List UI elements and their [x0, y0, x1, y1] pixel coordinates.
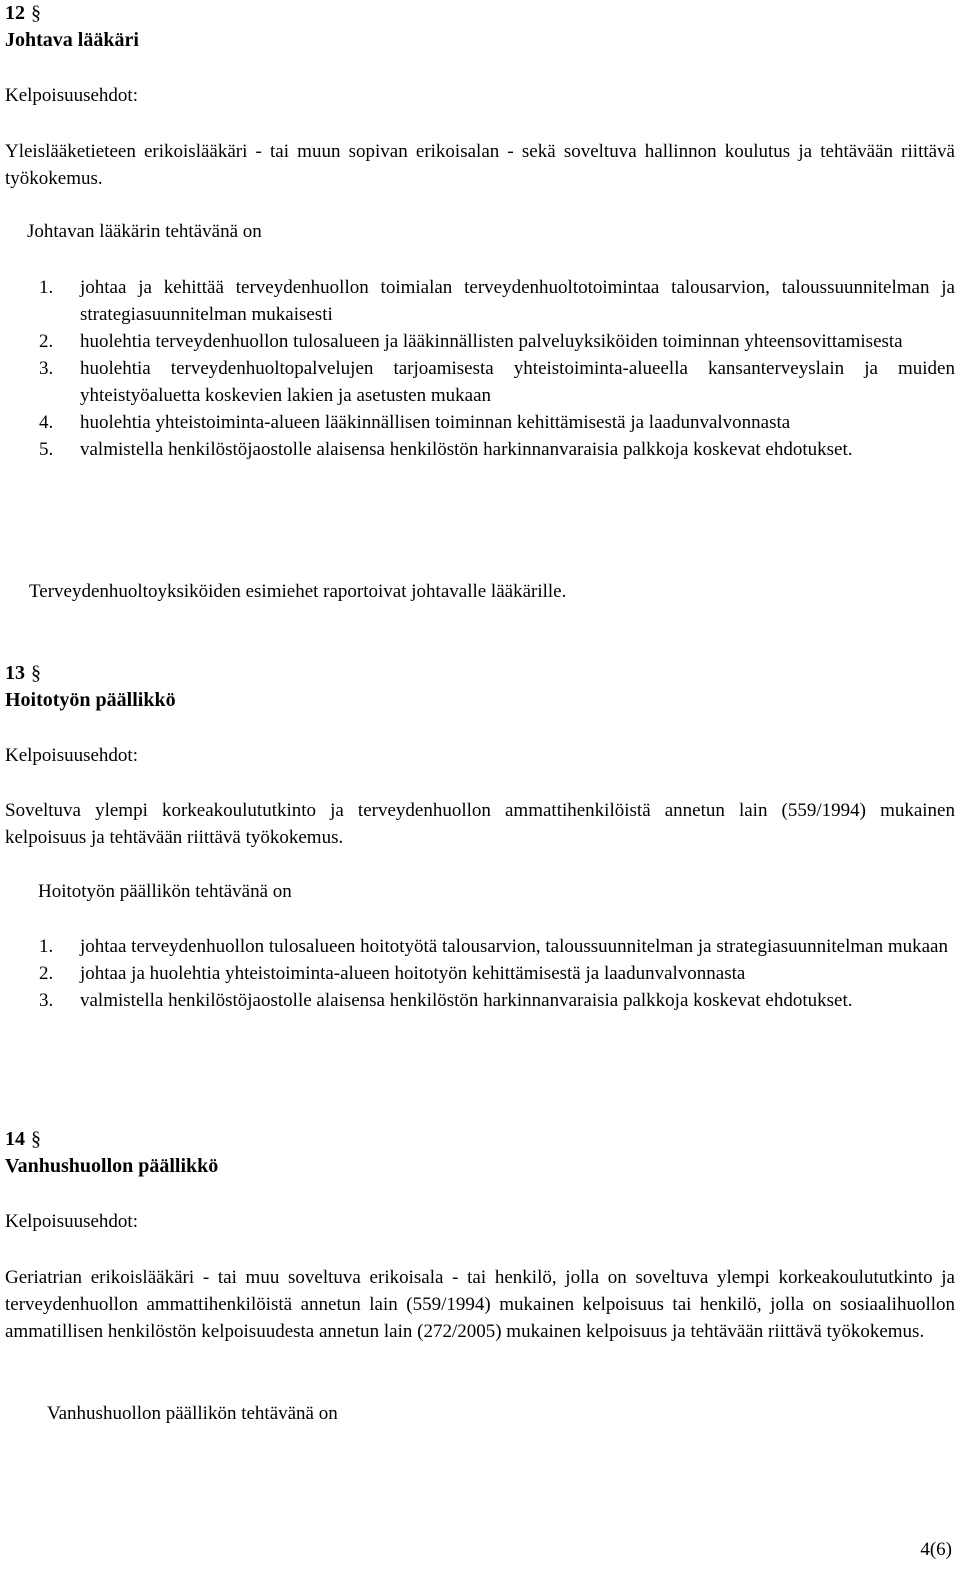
qualifications-label: Kelpoisuusehdot: [5, 745, 138, 766]
section-number: 13 § [5, 662, 41, 684]
duties-intro: Hoitotyön päällikön tehtävänä on [38, 881, 292, 902]
list-item: 2. huolehtia terveydenhuollon tulosalueen ja lääkinnällisten palveluyksiköiden toiminnan yhteensovittamisesta [39, 331, 903, 352]
qualifications-text: Yleislääketieteen erikoislääkäri - tai muun sopivan erikoisalan - sekä soveltuva hallinnon koulutus ja tehtävään riittävä työkokemus. [5, 141, 955, 189]
section-symbol: § [31, 1128, 41, 1150]
list-item: 3. huolehtia terveydenhuoltopalvelujen tarjoamisesta yhteistoiminta-alueella kansanterveyslain ja muiden yhteistyöaluetta koskevien lakien ja asetusten mukaan [39, 358, 955, 406]
page-number: 4(6) [920, 1539, 952, 1560]
closing-text: Terveydenhuoltoyksiköiden esimiehet raportoivat johtavalle lääkärille. [29, 581, 567, 602]
qualifications-text: Soveltuva ylempi korkeakoulututkinto ja terveydenhuollon ammattihenkilöistä annetun lain (559/1994) mukainen kelpoisuus ja tehtävään riittävä työkokemus. [5, 800, 955, 848]
section-number: 14 § [5, 1128, 41, 1150]
qualifications-label: Kelpoisuusehdot: [5, 85, 138, 106]
section-title: Hoitotyön päällikkö [5, 689, 176, 711]
duties-list [5, 933, 955, 1014]
section-symbol: § [31, 662, 41, 684]
list-item: 1. johtaa terveydenhuollon tulosalueen hoitotyötä talousarvion, taloussuunnitelman ja strategiasuunnitelman mukaan [39, 936, 948, 957]
duties-intro: Johtavan lääkärin tehtävänä on [27, 221, 262, 242]
section-title: Johtava lääkäri [5, 29, 139, 51]
section-symbol: § [31, 2, 41, 24]
duties-intro: Vanhushuollon päällikön tehtävänä on [47, 1403, 338, 1424]
list-item: 3. valmistella henkilöstöjaostolle alaisensa henkilöstön harkinnanvaraisia palkkoja koskevat ehdotukset. [39, 990, 853, 1011]
qualifications-label: Kelpoisuusehdot: [5, 1211, 138, 1232]
section-number: 12 § [5, 2, 41, 24]
qualifications-text: Geriatrian erikoislääkäri - tai muu soveltuva erikoisala - tai henkilö, jolla on soveltuva ylempi korkeakoulututkinto ja terveydenhuollon ammattihenkilöistä annetun lain (559/1994) mukainen kelpoisuus tai henkilö, jolla on sosiaalihuollon ammatillisen henkilöstön kelpoisuudesta annetun lain (272/2005) mukainen kelpoisuus ja tehtävään riittävä työkokemus. [5, 1267, 955, 1342]
list-item: 2. johtaa ja huolehtia yhteistoiminta-alueen hoitotyön kehittämisestä ja laadunvalvonnasta [39, 963, 746, 984]
list-item: 4. huolehtia yhteistoiminta-alueen lääkinnällisen toiminnan kehittämisestä ja laadunvalvonnasta [39, 412, 791, 433]
duties-list [5, 274, 955, 463]
list-item: 5. valmistella henkilöstöjaostolle alaisensa henkilöstön harkinnanvaraisia palkkoja koskevat ehdotukset. [39, 439, 853, 460]
section-title: Vanhushuollon päällikkö [5, 1155, 219, 1177]
list-item: 1. johtaa ja kehittää terveydenhuollon toimialan terveydenhuoltotoimintaa talousarvion, taloussuunnitelman ja strategiasuunnitelman mukaisesti [39, 277, 955, 325]
